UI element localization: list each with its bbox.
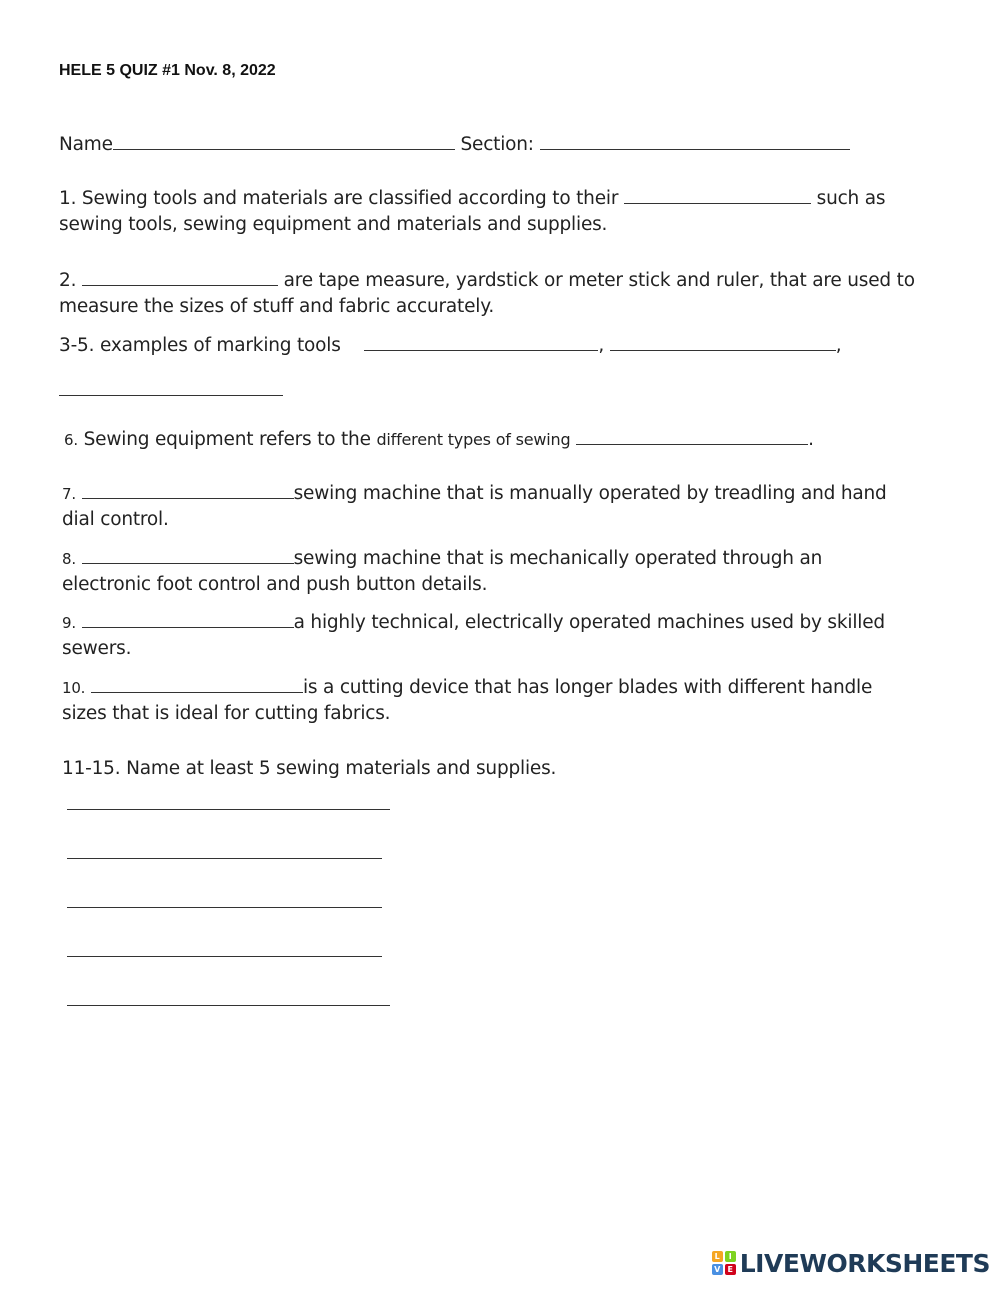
question-3-blank[interactable]	[364, 334, 598, 351]
question-9-line2: sewers.	[62, 638, 132, 659]
answer-line-12[interactable]	[67, 858, 382, 859]
question-7	[62, 481, 887, 507]
question-2-line2: measure the sizes of stuff and fabric accurately.	[59, 296, 495, 317]
question-6-text: Sewing equipment refers to the	[83, 429, 371, 450]
logo-text: LIVEWORKSHEETS	[739, 1248, 990, 1278]
question-6-number: 6.	[64, 431, 78, 449]
question-10-number: 10.	[62, 679, 86, 697]
question-11-15: 11-15. Name at least 5 sewing materials and supplies.	[62, 758, 557, 779]
student-info-line	[59, 132, 850, 158]
question-1-blank[interactable]	[624, 187, 811, 204]
question-7-text: sewing machine that is manually operated by treadling and hand	[293, 483, 887, 504]
question-8-blank[interactable]	[82, 547, 294, 564]
liveworksheets-logo	[712, 1247, 990, 1279]
logo-block-i: I	[725, 1251, 736, 1262]
question-3-5-text: 3-5. examples of marking tools	[59, 335, 341, 356]
question-1-line2: sewing tools, sewing equipment and materials and supplies.	[59, 214, 608, 235]
question-10-line2: sizes that is ideal for cutting fabrics.	[62, 703, 391, 724]
question-8-text: sewing machine that is mechanically operated through an	[293, 548, 823, 569]
answer-line-13[interactable]	[67, 907, 382, 908]
question-9-blank[interactable]	[82, 611, 294, 628]
logo-block-l: L	[712, 1251, 723, 1262]
question-10-text: is a cutting device that has longer blades with different handle	[302, 677, 873, 698]
name-field[interactable]	[113, 133, 455, 150]
question-2-text: are tape measure, yardstick or meter stick and ruler, that are used to	[283, 270, 915, 291]
question-7-blank[interactable]	[82, 482, 294, 499]
question-5-blank[interactable]	[59, 395, 283, 396]
logo-block-e: E	[725, 1264, 736, 1275]
question-9	[62, 610, 885, 636]
question-9-text: a highly technical, electrically operated machines used by skilled	[293, 612, 885, 633]
question-6	[64, 427, 814, 453]
comma: ,	[835, 335, 842, 356]
question-3-5	[59, 333, 841, 359]
question-2	[59, 268, 915, 294]
question-4-blank[interactable]	[610, 334, 836, 351]
question-1-text-end: such as	[816, 188, 886, 209]
answer-line-11[interactable]	[67, 809, 390, 810]
answer-line-14[interactable]	[67, 956, 382, 957]
quiz-title: HELE 5 QUIZ #1 Nov. 8, 2022	[59, 62, 276, 79]
comma: ,	[598, 335, 605, 356]
question-9-number: 9.	[62, 614, 76, 632]
section-field[interactable]	[540, 133, 850, 150]
question-1	[59, 186, 885, 212]
question-1-text: 1. Sewing tools and materials are classified according to their	[59, 188, 619, 209]
question-8	[62, 546, 822, 572]
logo-block-v: V	[712, 1264, 723, 1275]
question-2-blank[interactable]	[82, 269, 278, 286]
question-7-number: 7.	[62, 485, 76, 503]
question-8-number: 8.	[62, 550, 76, 568]
period: .	[808, 429, 814, 450]
question-2-number: 2.	[59, 270, 77, 291]
question-6-blank[interactable]	[576, 428, 808, 445]
question-8-line2: electronic foot control and push button details.	[62, 574, 488, 595]
question-7-line2: dial control.	[62, 509, 169, 530]
question-10	[62, 675, 872, 701]
question-6-text-small: different types of sewing	[376, 430, 571, 449]
answer-line-15[interactable]	[67, 1005, 390, 1006]
question-10-blank[interactable]	[91, 676, 303, 693]
name-label: Name	[59, 134, 113, 155]
logo-icon	[712, 1251, 736, 1275]
section-label: Section:	[460, 134, 534, 155]
